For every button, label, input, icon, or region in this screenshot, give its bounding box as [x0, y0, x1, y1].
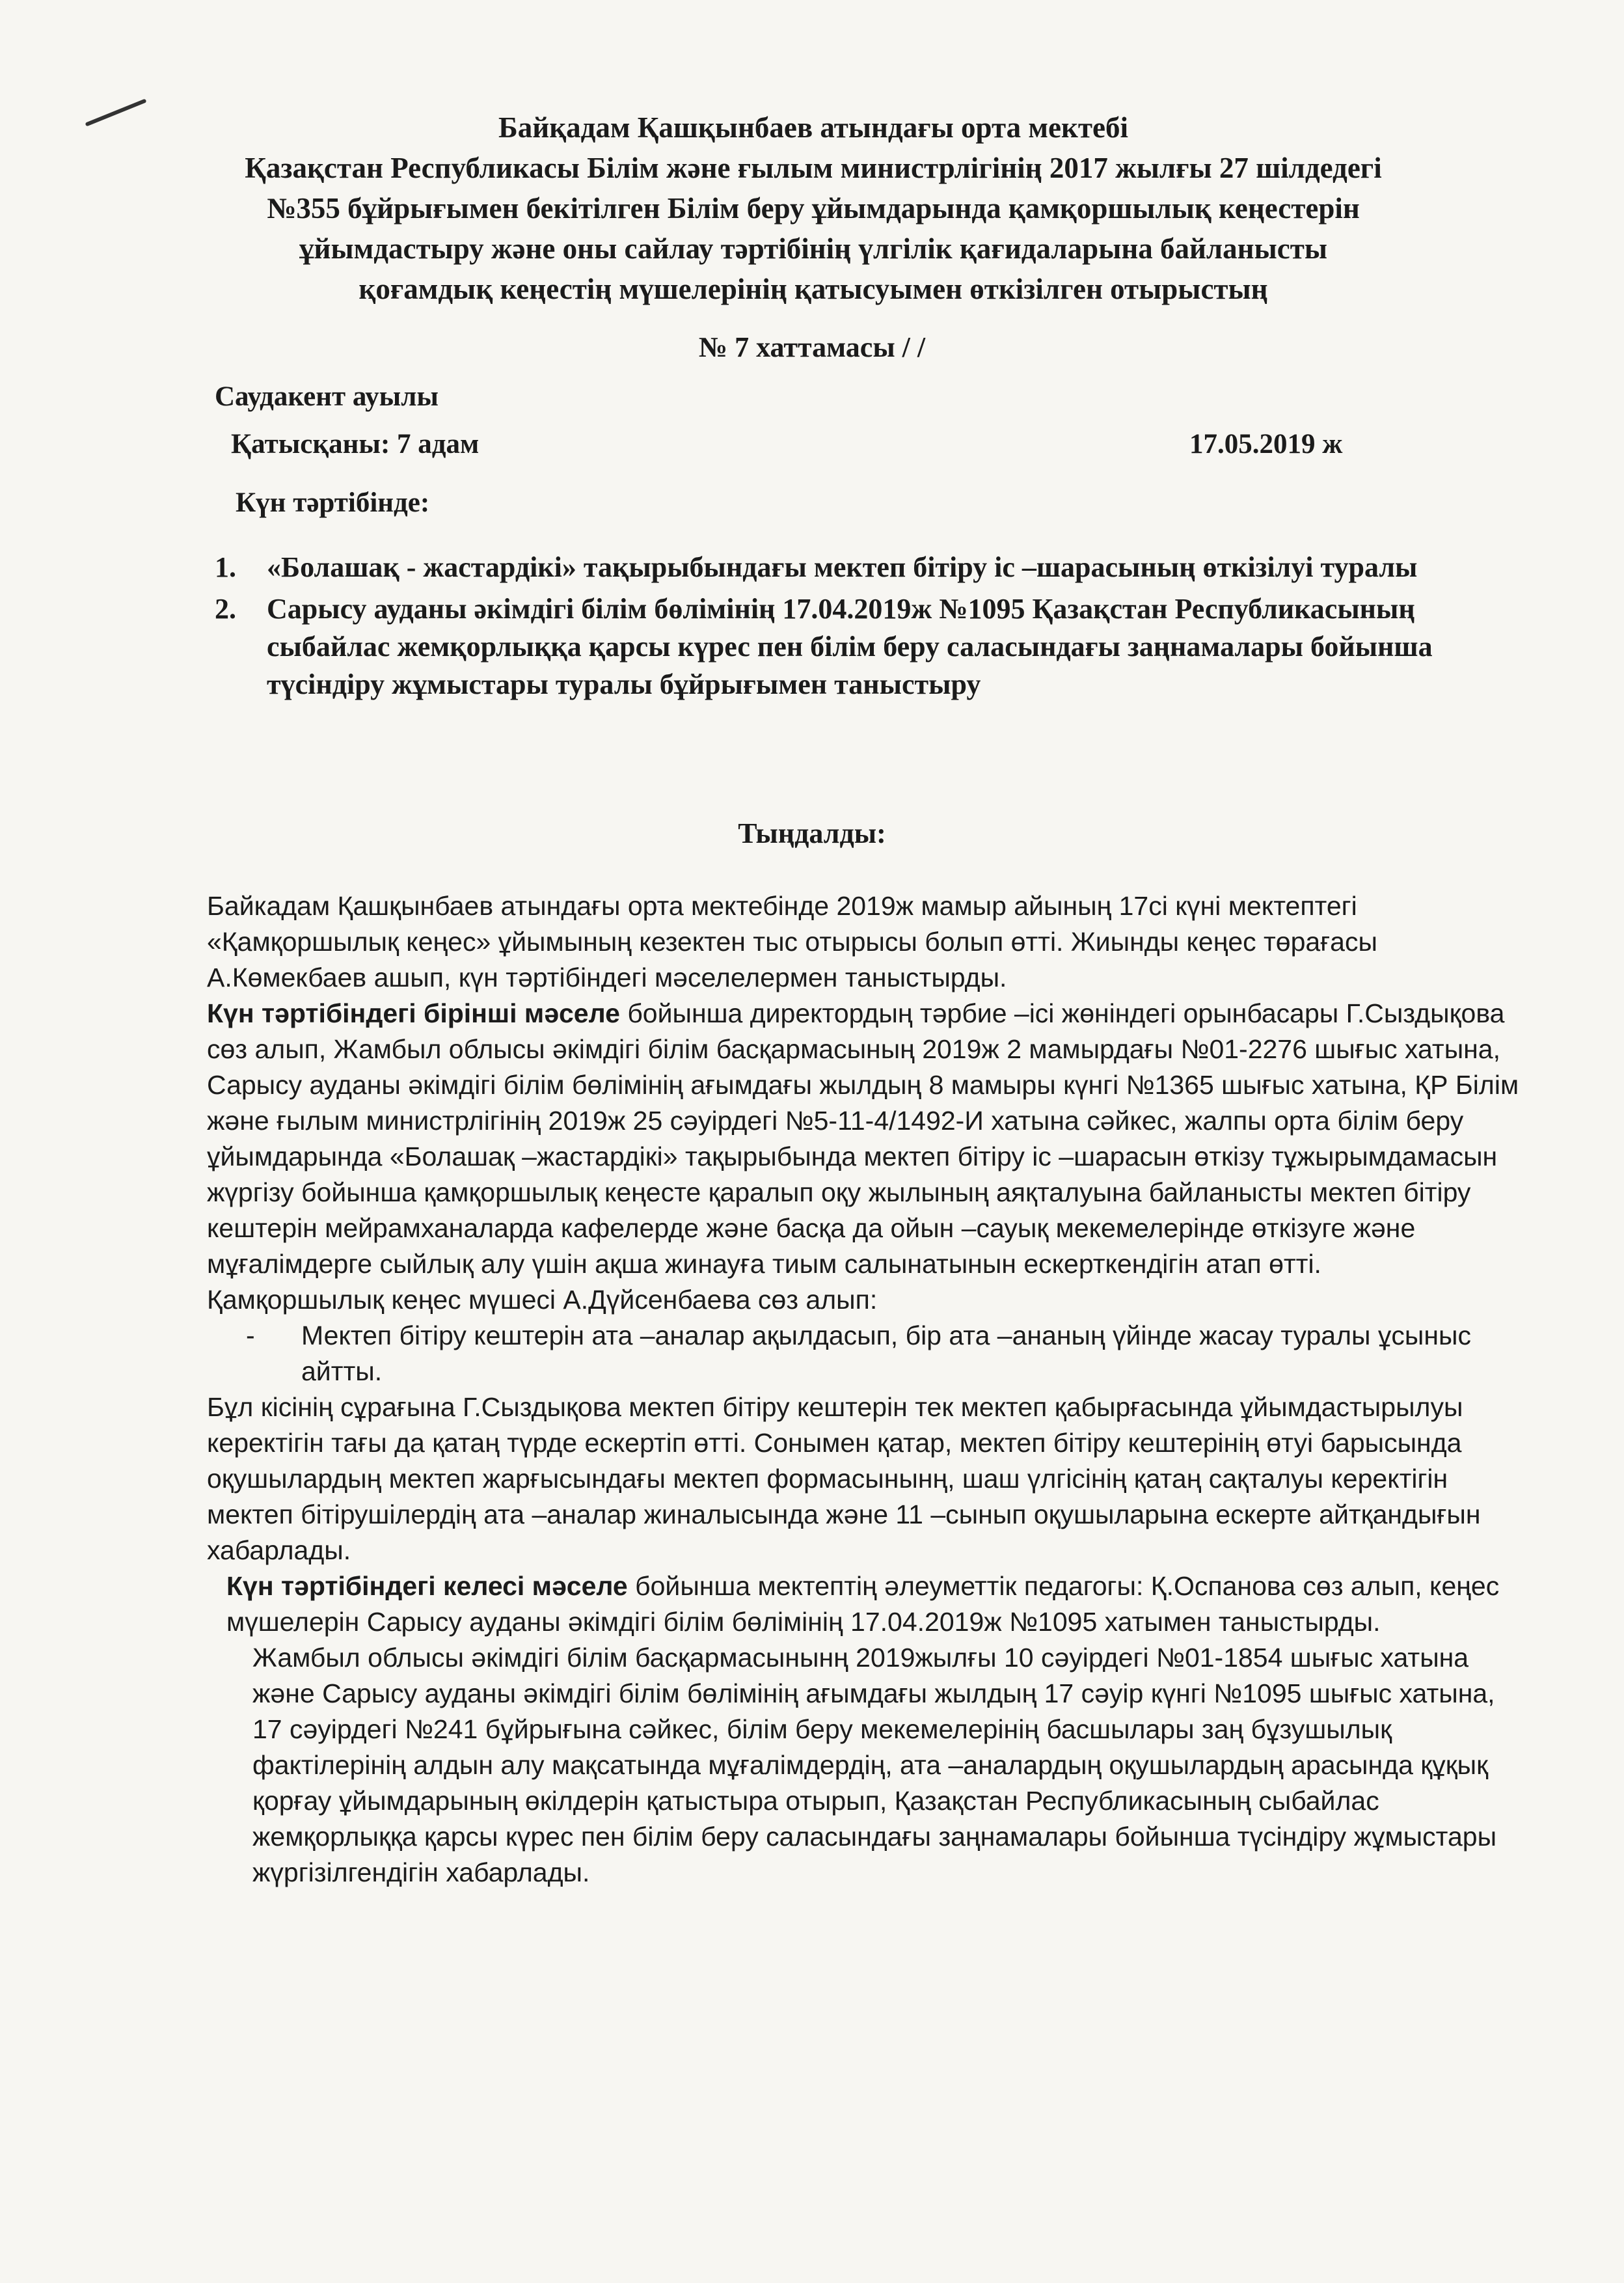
paragraph-response: Бұл кісінің сұрағына Г.Сыздықова мектеп бітіру кештерін тек мектеп қабырғасында ұйымдастырылуы керектігін тағы да қатаң түрде ескертіп өтті. Сонымен қатар, мектеп бітіру кештерінің өтуі барысында оқушылардың мектеп жарғысындағы мектеп формасынынң, шаш үлгісінің қатаң сақталуы керектігін мектеп бітірушілердің ата –аналар жиналысында және 11 –сынып оқушыларына ескерте айтқандығын хабарлады.: [207, 1392, 1481, 1565]
attendance: Қатысқаны: 7 адам: [231, 429, 480, 459]
dash-list-item: [207, 1318, 1521, 1389]
heard-heading: Тыңдалды:: [738, 817, 886, 849]
pen-mark: [85, 98, 147, 126]
paragraph-opening: Байкадам Қашқынбаев атындағы орта мектебінде 2019ж мамыр айының 17сі күні мектептегі «Қамқоршылық кеңес» ұйымының кезектен тыс отырысы болып өтті. Жиынды кеңес төрағасы А.Көмекбаев ашып, күн тәртібіндегі мәселелермен таныстырды.: [207, 891, 1377, 992]
paragraph-member: Қамқоршылық кеңес мүшесі А.Дүйсенбаева сөз алып:: [207, 1285, 878, 1315]
document-body: [207, 888, 1521, 1891]
document-header: [189, 107, 1438, 309]
agenda-item-number: 1.: [215, 551, 236, 583]
paragraph-closing: Жамбыл облысы әкімдігі білім басқармасынынң 2019жылғы 10 сәуірдегі №01-1854 шығыс хатына және Сарысу ауданы әкімдігі білім бөлімінің ағымдағы жылдың 17 сәуір күнгі №1095 шығыс хатына, 17 сәуірдегі №241 бұйрығына сәйкес, білім беру мекемелерінің басшылары заң бұзушылық фактілерінің алдын алу мақсатында мұғалімдердің, ата –аналардың оқушылардың арасында құқық қорғау ұйымдарының өкілдерін қатыстыра отырып, Қазақстан Республикасының сыбайлас жемқорлыққа қарсы күрес пен білім беру саласындағы заңнамалары бойынша түсіндіру жұмыстары жүргізілгендігін хабарлады.: [252, 1643, 1497, 1887]
location: Саудакент ауылы: [215, 381, 439, 412]
paragraph-first-item: [207, 996, 1521, 1282]
agenda-item-text: «Болашақ - жастардікі» тақырыбындағы мектеп бітіру іс –шарасының өткізілуі туралы: [267, 551, 1418, 583]
agenda-item: [215, 549, 1490, 586]
agenda-item: [215, 590, 1490, 704]
agenda-item-number: 2.: [215, 593, 236, 625]
meeting-date: 17.05.2019 ж: [1189, 429, 1343, 459]
paragraph-text: бойынша мектептің әлеуметтік педагогы: Қ.Оспанова сөз алып, кеңес мүшелерін Сарысу ауданы әкімдігі білім бөлімінің 17.04.2019ж №1095 хатымен таныстырды.: [226, 1571, 1500, 1637]
dash-marker: -: [246, 1320, 255, 1350]
paragraph-lead: Күн тәртібіндегі бірінші мәселе: [207, 998, 620, 1028]
header-line: ұйымдастыру және оны сайлау тәртібінің үлгілік қағидаларына байланысты: [299, 232, 1327, 265]
agenda-list: [215, 549, 1490, 707]
header-line: қоғамдық кеңестің мүшелерінің қатысуымен өткізілген отырыстың: [359, 273, 1268, 305]
dash-item-text: Мектеп бітіру кештерін ата –аналар ақылдасып, бір ата –ананың үйінде жасау туралы ұсыныс айтты.: [301, 1320, 1471, 1386]
header-line: Байқадам Қашқынбаев атындағы орта мектебі: [498, 111, 1128, 144]
header-line: №355 бұйрығымен бекітілген Білім беру ұйымдарында қамқоршылық кеңестерін: [267, 192, 1360, 225]
header-line: Қазақстан Республикасы Білім және ғылым министрлігінің 2017 жылғы 27 шілдедегі: [245, 152, 1382, 184]
agenda-item-text: Сарысу ауданы әкімдігі білім бөлімінің 17.04.2019ж №1095 Қазақстан Республикасының сыбайлас жемқорлыққа қарсы күрес пен білім беру саласындағы заңнамалары бойынша түсіндіру жұмыстары туралы бұйрығымен таныстыру: [267, 593, 1433, 700]
paragraph-lead: Күн тәртібіндегі келесі мәселе: [226, 1571, 628, 1601]
protocol-number: № 7 хаттамасы / /: [698, 331, 926, 363]
agenda-title: Күн тәртібінде:: [236, 487, 430, 518]
paragraph-second-item: [207, 1568, 1521, 1640]
paragraph-text: бойынша директордың тәрбие –ісі жөніндегі орынбасары Г.Сыздықова сөз алып, Жамбыл облысы әкімдігі білім басқармасының 2019ж 2 мамырдағы №01-2276 шығыс хатына, Сарысу ауданы әкімдігі білім бөлімінің ағымдағы жылдың 8 мамыры күнгі №1365 шығыс хатына, ҚР Білім және ғылым министрлігінің 2019ж 25 сәуірдегі №5-11-4/1492-И хатына сәйкес, жалпы орта білім беру ұйымдарында «Болашақ –жастардікі» тақырыбында мектеп бітіру іс –шарасын өткізу тұжырымдамасын жүргізу бойынша қамқоршылық кеңесте қаралып оқу жылының аяқталуына байланысты мектеп бітіру кештерін мейрамханаларда кафелерде және басқа да ойын –сауық мекемелерінде өткізуге және мұғалімдерге сыйлық алу үшін ақша жинауға тиым салынатынын ескерткендігін атап өтті.: [207, 998, 1519, 1279]
